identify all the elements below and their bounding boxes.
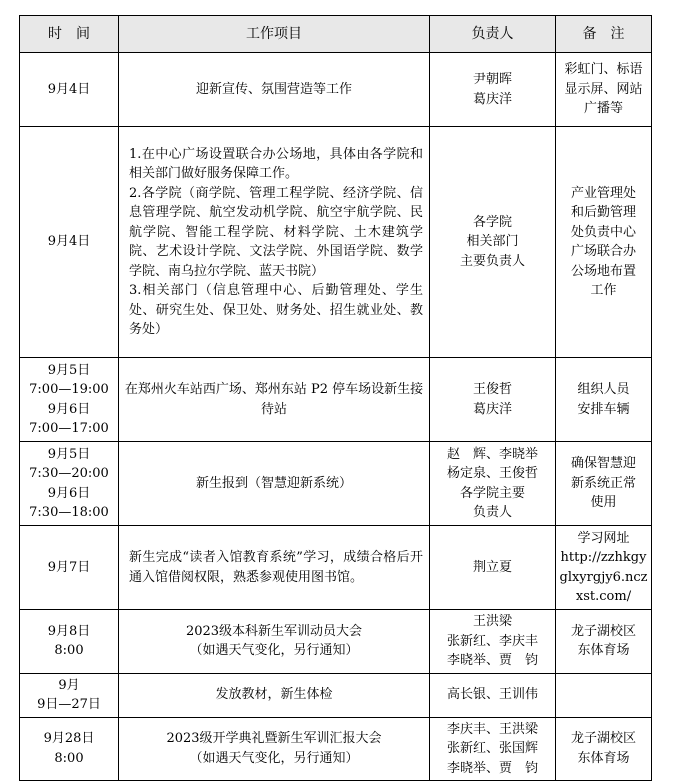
- cell-item: 迎新宣传、氛围营造等工作: [119, 53, 430, 127]
- cell-item: 2023级本科新生军训动员大会 （如遇天气变化，另行通知）: [119, 610, 430, 674]
- cell-item: 2023级开学典礼暨新生军训汇报大会 （如遇天气变化，另行通知）: [119, 717, 430, 781]
- cell-item: 1.在中心广场设置联合办公场地，具体由各学院和相关部门做好服务保障工作。 2.各学院（商学院、管理工程学院、经济学院、信息管理学院、航空发动机学院、航空宇航学院、民航学院、智能工程学院、材料学院、土木建筑学院、艺术设计学院、文法学院、外国语学院、数学学院、南乌拉尔学院、蓝天书院） 3.相关部门（信息管理中心、后勤管理处、学生处、研究生处、保卫处、财务处、招生就业处、教务处）: [119, 127, 430, 358]
- cell-time: 9月4日: [20, 127, 119, 358]
- cell-note: 龙子湖校区 东体育场: [556, 610, 652, 674]
- cell-item: 发放教材，新生体检: [119, 673, 430, 717]
- table-row: [20, 717, 652, 781]
- table-row: [20, 673, 652, 717]
- cell-note: [556, 673, 652, 717]
- cell-note: 彩虹门、标语 显示屏、网站 广播等: [556, 53, 652, 127]
- cell-time: 9月28日 8:00: [20, 717, 119, 781]
- table-row: [20, 610, 652, 674]
- cell-time: 9月4日: [20, 53, 119, 127]
- header-note: 备 注: [556, 16, 652, 53]
- cell-person: 各学院 相关部门 主要负责人: [430, 127, 556, 358]
- cell-person: 尹朝晖 葛庆洋: [430, 53, 556, 127]
- cell-item: 新生完成“读者入馆教育系统”学习，成绩合格后开通入馆借阅权限，熟悉参观使用图书馆。: [119, 526, 430, 610]
- schedule-table: [19, 15, 652, 781]
- cell-time: 9月5日 7:00—19:00 9月6日 7:00—17:00: [20, 358, 119, 442]
- cell-person: 李庆丰、王洪梁 张新红、张国辉 李晓举、贾 钧: [430, 717, 556, 781]
- cell-time: 9月8日 8:00: [20, 610, 119, 674]
- cell-person: 赵 辉、李晓举 杨定泉、王俊哲 各学院主要 负责人: [430, 442, 556, 526]
- header-person: 负责人: [430, 16, 556, 53]
- cell-item: 在郑州火车站西广场、郑州东站 P2 停车场设新生接待站: [119, 358, 430, 442]
- header-row: [20, 16, 652, 53]
- cell-note: 龙子湖校区 东体育场: [556, 717, 652, 781]
- table-row: [20, 526, 652, 610]
- cell-note: 产业管理处 和后勤管理 处负责中心 广场联合办 公场地布置 工作: [556, 127, 652, 358]
- cell-note: 组织人员 安排车辆: [556, 358, 652, 442]
- table-row: [20, 53, 652, 127]
- table-row: [20, 442, 652, 526]
- cell-person: 王洪梁 张新红、李庆丰 李晓举、贾 钧: [430, 610, 556, 674]
- cell-time: 9月5日 7:30—20:00 9月6日 7:30—18:00: [20, 442, 119, 526]
- cell-note: 学习网址 http://zzhkgy glxyrgjy6.ncz xst.com/: [556, 526, 652, 610]
- cell-person: 王俊哲 葛庆洋: [430, 358, 556, 442]
- table-row: [20, 127, 652, 358]
- cell-person: 高长银、王训伟: [430, 673, 556, 717]
- header-time: 时 间: [20, 16, 119, 53]
- cell-time: 9月 9日—27日: [20, 673, 119, 717]
- cell-person: 荆立夏: [430, 526, 556, 610]
- cell-time: 9月7日: [20, 526, 119, 610]
- header-item: 工作项目: [119, 16, 430, 53]
- cell-item: 新生报到（智慧迎新系统）: [119, 442, 430, 526]
- table-row: [20, 358, 652, 442]
- cell-note: 确保智慧迎 新系统正常 使用: [556, 442, 652, 526]
